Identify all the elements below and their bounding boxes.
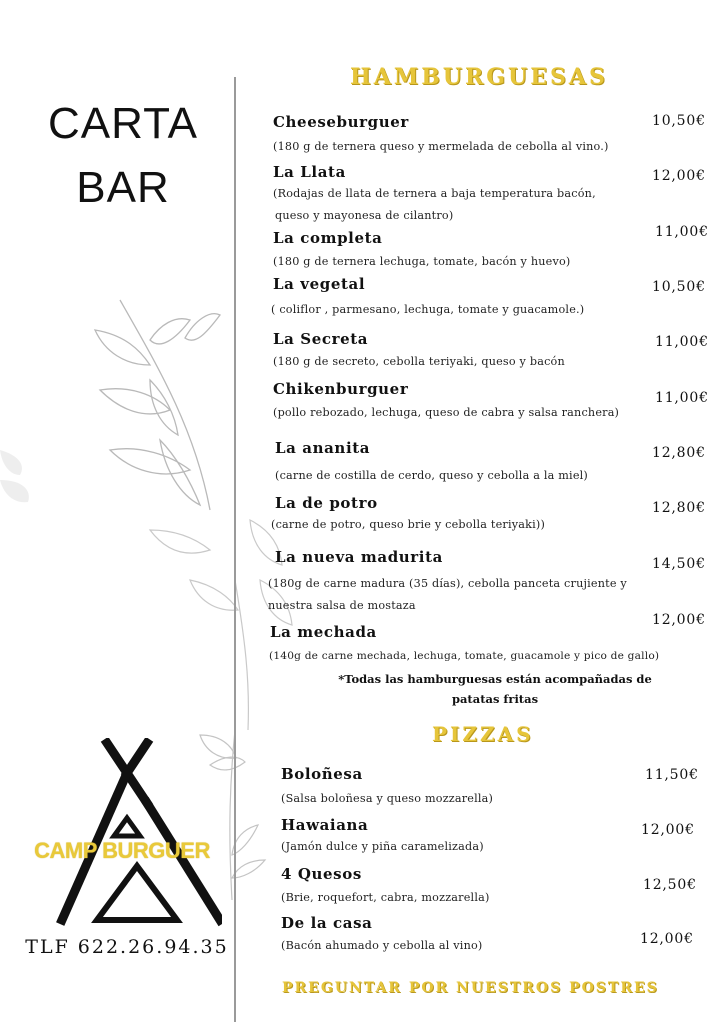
menu-item-desc: (Jamón dulce y piña caramelizada): [281, 840, 484, 853]
menu-item-name: La Secreta: [273, 330, 369, 348]
hamburguesas-note: [300, 669, 690, 709]
menu-item-name: Hawaiana: [281, 816, 369, 834]
note-line: patatas fritas: [451, 692, 539, 706]
menu-item-price: 10,50€: [652, 279, 706, 295]
menu-item-name: De la casa: [281, 914, 373, 932]
menu-item-name: 4 Quesos: [281, 865, 362, 883]
menu-title-line1: CARTA: [47, 99, 199, 148]
menu-item-price: 12,00€: [641, 822, 695, 838]
menu-item-name: La Llata: [273, 163, 346, 181]
menu-item-price: 11,00€: [655, 334, 709, 350]
menu-item-desc: ( coliflor , parmesano, lechuga, tomate y guacamole.): [271, 303, 585, 316]
menu-item-desc: (Rodajas de llata de ternera a baja temperatura bacón,: [273, 187, 596, 200]
menu-item-desc: (Salsa boloñesa y queso mozzarella): [281, 792, 494, 805]
menu-item-name: Chikenburguer: [273, 380, 409, 398]
menu-title-line2: BAR: [76, 163, 170, 212]
menu-item-desc: (180 g de ternera queso y mermelada de cebolla al vino.): [273, 140, 609, 153]
menu-item-desc: (140g de carne mechada, lechuga, tomate, guacamole y pico de gallo): [269, 650, 660, 662]
menu-item-desc: (180g de carne madura (35 días), cebolla panceta crujiente y: [268, 577, 627, 590]
menu-item-price: 12,00€: [640, 931, 694, 947]
postres-note: PREGUNTAR POR NUESTROS POSTRES: [282, 980, 659, 996]
menu-item-price: 14,50€: [652, 556, 706, 572]
menu-item-desc: (180 g de ternera lechuga, tomate, bacón y huevo): [273, 255, 571, 268]
menu-item-price: 11,00€: [655, 390, 709, 406]
menu-item-name: Boloñesa: [281, 765, 363, 783]
pizzas-title: PIZZAS: [432, 722, 534, 746]
menu-item-name: La mechada: [270, 623, 377, 641]
menu-item-name: La de potro: [275, 494, 378, 512]
menu-item-desc: (carne de potro, queso brie y cebolla teriyaki)): [271, 518, 546, 531]
menu-item-desc: nuestra salsa de mostaza: [268, 599, 416, 612]
menu-item-desc: (Brie, roquefort, cabra, mozzarella): [281, 891, 490, 904]
menu-item-price: 12,00€: [652, 168, 706, 184]
menu-item-desc: (carne de costilla de cerdo, queso y cebolla a la miel): [275, 469, 588, 482]
hamburguesas-title: HAMBURGUESAS: [350, 64, 608, 90]
menu-item-price: 12,80€: [652, 445, 706, 461]
menu-item-price: 12,00€: [652, 612, 706, 628]
menu-item-price: 11,50€: [645, 767, 699, 783]
menu-title: [28, 92, 218, 220]
menu-item-price: 10,50€: [652, 113, 706, 129]
column-divider: [234, 77, 236, 1022]
menu-item-name: Cheeseburguer: [273, 113, 409, 131]
menu-item-desc: (Bacón ahumado y cebolla al vino): [281, 939, 483, 952]
note-line: *Todas las hamburguesas están acompañadas de: [338, 672, 652, 686]
tent-logo-icon: [52, 738, 222, 928]
menu-item-name: La vegetal: [273, 275, 366, 293]
phone-number: TLF 622.26.94.35: [25, 936, 229, 958]
menu-item-desc: (pollo rebozado, lechuga, queso de cabra y salsa ranchera): [273, 406, 620, 419]
menu-item-price: 12,80€: [652, 500, 706, 516]
menu-item-name: La completa: [273, 229, 383, 247]
menu-item-price: 12,50€: [643, 877, 697, 893]
logo-text: CAMP BURGUER: [34, 838, 210, 863]
menu-item-price: 11,00€: [655, 224, 709, 240]
menu-item-name: La ananita: [275, 439, 371, 457]
menu-item-desc: queso y mayonesa de cilantro): [275, 209, 454, 222]
menu-item-desc: (180 g de secreto, cebolla teriyaki, queso y bacón: [273, 355, 565, 368]
menu-item-name: La nueva madurita: [275, 548, 443, 566]
